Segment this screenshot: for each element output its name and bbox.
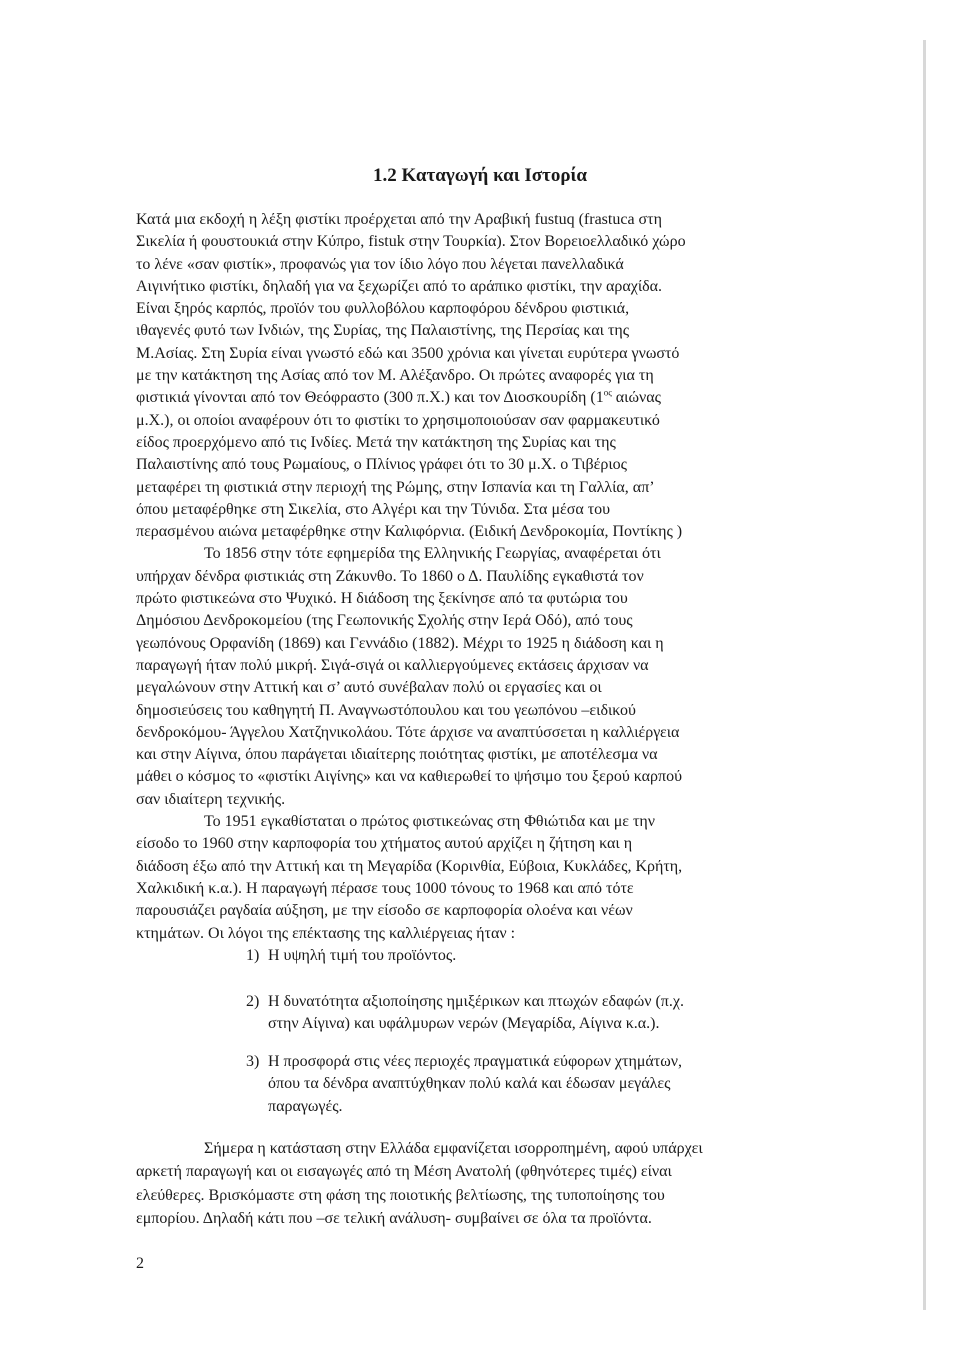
text-line: εμπορίου. Δηλαδή κάτι που –σε τελική ανάλυση- συμβαίνει σε όλα τα προϊόντα. <box>136 1209 652 1227</box>
text-line: Είναι ξηρός καρπός, προϊόν του φυλλοβόλου καρποφόρου δένδρου φιστικιά, <box>136 300 630 318</box>
list-text: Η δυνατότητα αξιοποίησης ημιξέρικων και πτωχών εδαφών (π.χ. <box>268 993 684 1010</box>
section-title: 1.2 Καταγωγή και Ιστορία <box>373 165 587 186</box>
text-line: Κατά μια εκδοχή η λέξη φιστίκι προέρχεται από την Αραβική fustuq (frastuca στη <box>136 211 662 228</box>
ordinal-superscript: ος <box>603 388 612 399</box>
text-line: παραγωγή ήταν πολύ μικρή. Σιγά-σιγά οι καλλιεργούμενες εκτάσεις άρχισαν να <box>136 656 649 674</box>
text-line: είδος προερχόμενο από τις Ινδίες. Μετά την κατάκτηση της Συρίας και της <box>136 433 616 451</box>
text-line: παρουσιάζει ραγδαία αύξηση, με την είσοδο σε καρποφορία ολοένα και νέων <box>136 902 633 920</box>
list-text: παραγωγές. <box>268 1097 343 1115</box>
text-segment: αιώνας <box>611 389 661 407</box>
text-line: Αιγινήτικο φιστίκι, δηλαδή για να ξεχωρίζει από το αράπικο φιστίκι, την αραχίδα. <box>136 277 663 295</box>
list-text: όπου τα δένδρα αναπτύχθηκαν πολύ καλά και έδωσαν μεγάλες <box>268 1075 671 1093</box>
text-line: Μ.Ασίας. Στη Συρία είναι γνωστό εδώ και 3500 χρόνια και γίνεται ευρύτερα γνωστό <box>136 344 680 362</box>
text-line: περασμένου αιώνα μεταφέρθηκε στην Καλιφόρνια. (Ειδική Δενδροκομία, Ποντίκης ) <box>136 523 683 541</box>
text-line: Σικελία ή φουστουκιά στην Κύπρο, fistuk στην Τουρκία). Στον Βορειοελλαδικό χώρο <box>136 233 686 251</box>
list-number: 2) <box>246 993 260 1010</box>
list-text: Η προσφορά στις νέες περιοχές πραγματικά εύφορων χτημάτων, <box>268 1053 682 1070</box>
text-line: Το 1951 εγκαθίσταται ο πρώτος φιστικεώνας στη Φθιώτιδα και με την <box>204 813 656 831</box>
page-number: 2 <box>136 1255 144 1272</box>
text-line: όπου μεταφέρθηκε στη Σικελία, στο Αλγέρι και την Τύνιδα. Στα μέσα του <box>136 500 611 518</box>
text-line: Παλαιστίνης από τους Ρωμαίους, ο Πλίνιος γράφει ότι το 30 μ.Χ. ο Τιβέριος <box>136 456 627 474</box>
list-item <box>136 1051 776 1118</box>
text-line: ελεύθερες. Βρισκόμαστε στη φάση της ποιοτικής βελτίωσης, της τυποποίησης του <box>136 1186 665 1204</box>
text-line: δημοσιεύσεις του καθηγητή Π. Αναγνωστόπουλου και του γεωπόνου –ειδικού <box>136 701 636 719</box>
text-line: κτημάτων. Οι λόγοι της επέκτασης της καλλιέργειας ήταν : <box>136 924 516 942</box>
paragraph-current-state <box>136 1137 776 1230</box>
text-line: μεταφέρει τη φιστικιά στην περιοχή της Ρώμης, στην Ισπανία και τη Γαλλία, απ’ <box>136 478 655 496</box>
paragraph-greece-history <box>136 543 776 811</box>
text-line: μ.Χ.), οι οποίοι αναφέρουν ότι το φιστίκι το χρησιμοποιούσαν σαν φαρμακευτικό <box>136 411 660 429</box>
text-line: μεγαλώνουν στην Αττική και σ’ αυτό συνέβαλαν πολύ οι εργασίες και οι <box>136 679 602 697</box>
text-line: δενδροκόμου- Άγγελου Χατζηνικολάου. Τότε άρχισε να αναπτύσσεται η καλλιέργεια <box>136 723 680 741</box>
text-line: με την κατάκτηση της Ασίας από τον Μ. Αλέξανδρο. Οι πρώτες αναφορές για τη <box>136 367 654 385</box>
text-line: υπήρχαν δένδρα φιστικιάς στη Ζάκυνθο. Το 1860 ο Δ. Παυλίδης εγκαθιστά τον <box>136 567 644 585</box>
text-line: ιθαγενές φυτό των Ινδιών, της Συρίας, της Παλαιστίνης, της Περσίας και της <box>136 322 630 340</box>
text-line: αρκετή παραγωγή και οι εισαγωγές από τη Μέση Ανατολή (φθηνότερες τιμές) είναι <box>136 1163 672 1181</box>
text-line: είσοδο το 1960 στην καρποφορία του χτήματος αυτού αρχίζει η ζήτηση και η <box>136 835 633 853</box>
text-line: πρώτο φιστικεώνα στο Ψυχικό. Η διάδοση της ξεκίνησε από τα φυτώρια του <box>136 590 628 608</box>
list-number: 1) <box>246 947 260 964</box>
text-line: σαν ιδιαίτερη τεχνικής. <box>136 790 286 808</box>
text-line: μάθει ο κόσμος το «φιστίκι Αιγίνης» και να καθιερωθεί το ψήσιμο του ξερού καρπού <box>136 768 683 786</box>
list-text: Η υψηλή τιμή του προϊόντος. <box>268 947 457 964</box>
text-line: Το 1856 στην τότε εφημερίδα της Ελληνικής Γεωργίας, αναφέρεται ότι <box>204 545 661 563</box>
text-line: γεωπόνους Ορφανίδη (1869) και Γεννάδιο (1882). Μέχρι το 1925 η διάδοση και η <box>136 634 664 652</box>
text-line: Σήμερα η κατάσταση στην Ελλάδα εμφανίζεται ισορροπημένη, αφού υπάρχει <box>204 1140 703 1157</box>
paragraph-origin <box>136 209 776 543</box>
list-item <box>136 945 776 967</box>
text-line: διάδοση έξω από την Αττική και τη Μεγαρίδα (Κορινθία, Εύβοια, Κυκλάδες, Κρήτη, <box>136 857 683 875</box>
paragraph-expansion <box>136 811 776 945</box>
scan-edge-shadow <box>923 40 926 1310</box>
text-segment: φιστικιά γίνονται από τον Θεόφραστο (300 π.Χ.) και τον Διοσκουρίδη (1 <box>136 389 604 407</box>
text-line: το λένε «σαν φιστίκ», προφανώς για τον ίδιο λόγο που λέγεται πανελλαδικά <box>136 255 624 273</box>
section-body <box>136 209 776 945</box>
text-line: και στην Αίγινα, όπου παράγεται ιδιαίτερης ποιότητας φιστίκι, με αποτέλεσμα να <box>136 746 658 764</box>
text-line: Δημόσιου Δενδροκομείου (της Γεωπονικής Σχολής στην Ιερά Οδό), από τους <box>136 612 633 630</box>
text-line <box>136 387 776 409</box>
text-line: Χαλκιδική κ.α.). Η παραγωγή πέρασε τους 1000 τόνους το 1968 και από τότε <box>136 879 634 897</box>
list-item <box>136 991 776 1036</box>
list-text: στην Αίγινα) και υφάλμυρων νερών (Μεγαρίδα, Αίγινα κ.α.). <box>268 1015 660 1033</box>
list-number: 3) <box>246 1053 260 1070</box>
